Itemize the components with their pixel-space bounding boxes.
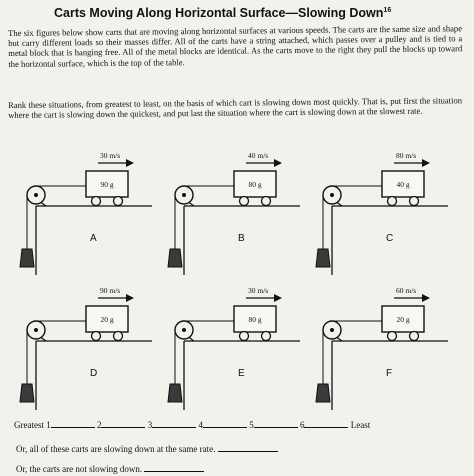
cart-figure-e [168, 286, 300, 410]
load-label-b: 80 g [248, 180, 262, 189]
cart-wheel-right [114, 197, 123, 206]
cart-wheel-right [262, 197, 271, 206]
cart-wheel-right [114, 332, 123, 341]
cart-wheel-right [410, 197, 419, 206]
rank-slot-1-blank[interactable] [51, 418, 95, 428]
hanging-block [20, 384, 34, 402]
speed-label-a: 30 m/s [100, 151, 121, 160]
panel-letter-d: D [90, 368, 98, 379]
panel-letter-b: B [238, 233, 245, 244]
title-text: Carts Moving Along Horizontal Surface—Slowing Down [54, 6, 384, 20]
cart-figure-a [20, 151, 152, 275]
velocity-arrow-head [422, 294, 430, 302]
not-slowing-option: Or, the carts are not slowing down. [16, 464, 143, 474]
cart-wheel-right [262, 332, 271, 341]
panel-letter-a: A [90, 233, 97, 244]
hanging-block [20, 249, 34, 267]
cart-wheel-left [388, 197, 397, 206]
cart-wheel-left [388, 332, 397, 341]
load-label-e: 80 g [248, 315, 262, 324]
hanging-block [316, 384, 330, 402]
rank-slot-4-blank[interactable] [203, 418, 247, 428]
velocity-arrow-head [126, 159, 134, 167]
panel-letter-c: C [386, 233, 394, 244]
rank-slot-3-blank[interactable] [152, 418, 196, 428]
panel-letter-f: F [386, 368, 393, 379]
pulley-axle [330, 328, 334, 332]
greatest-label: Greatest [14, 420, 44, 430]
rank-slot-6-blank[interactable] [304, 418, 348, 428]
rank-slot-3-number: 3 [147, 420, 153, 430]
cart-figure-b [168, 151, 300, 275]
velocity-arrow-head [126, 294, 134, 302]
rank-slot-5-blank[interactable] [254, 418, 298, 428]
cart-wheel-left [92, 332, 101, 341]
speed-label-f: 60 m/s [396, 286, 417, 295]
cart-wheel-right [410, 332, 419, 341]
pulley-axle [182, 328, 186, 332]
same-rate-option: Or, all of these carts are slowing down at the same rate. [16, 444, 216, 454]
pulley-axle [182, 193, 186, 197]
rank-instructions: Rank these situations, from greatest to least, on the basis of which cart is slowing down most quickly. That is, put first the situation where the cart is slowing down the quickest, and put last the situation where the cart is slowing down at the slowest rate. [8, 95, 463, 121]
pulley-axle [330, 193, 334, 197]
velocity-arrow-head [274, 294, 282, 302]
cart-wheel-left [240, 197, 249, 206]
cart-figure-d [20, 286, 152, 410]
rank-slot-1-number: 1 [46, 420, 51, 430]
speed-label-e: 30 m/s [248, 286, 269, 295]
cart-figure-f [316, 286, 448, 410]
load-label-f: 20 g [396, 315, 410, 324]
least-label: Least [350, 420, 371, 430]
cart-figure-c [316, 151, 448, 275]
pulley-axle [34, 328, 38, 332]
speed-label-c: 80 m/s [396, 151, 417, 160]
not-slowing-blank[interactable] [144, 462, 204, 472]
intro-paragraph: The six figures below show carts that are moving along horizontal surfaces at various speeds. The carts are the same size and shape but carry different loads so their masses differ. All of the carts have a string attached, which passes over a pulley and is tied to a metal block that is hanging free. All of the metal blocks are identical. As the carts move to the right they pull the blocks up toward the horizontal surface, which is the top of the table. [8, 23, 463, 69]
speed-label-b: 40 m/s [248, 151, 269, 160]
speed-label-d: 90 m/s [100, 286, 121, 295]
same-rate-blank[interactable] [218, 442, 278, 452]
load-label-c: 40 g [396, 180, 410, 189]
velocity-arrow-head [274, 159, 282, 167]
cart-wheel-left [92, 197, 101, 206]
hanging-block [316, 249, 330, 267]
hanging-block [168, 249, 182, 267]
rank-slot-4-number: 4 [198, 420, 203, 430]
hanging-block [168, 384, 182, 402]
velocity-arrow-head [422, 159, 430, 167]
rank-slot-6-number: 6 [299, 420, 305, 430]
panel-letter-e: E [238, 368, 245, 379]
rank-slot-5-number: 5 [249, 420, 254, 430]
rank-slot-2-blank[interactable] [101, 418, 145, 428]
rank-slot-2-number: 2 [96, 420, 102, 430]
pulley-axle [34, 193, 38, 197]
title-footnote: 16 [383, 6, 392, 14]
load-label-a: 90 g [100, 180, 114, 189]
cart-wheel-left [240, 332, 249, 341]
load-label-d: 20 g [100, 315, 114, 324]
